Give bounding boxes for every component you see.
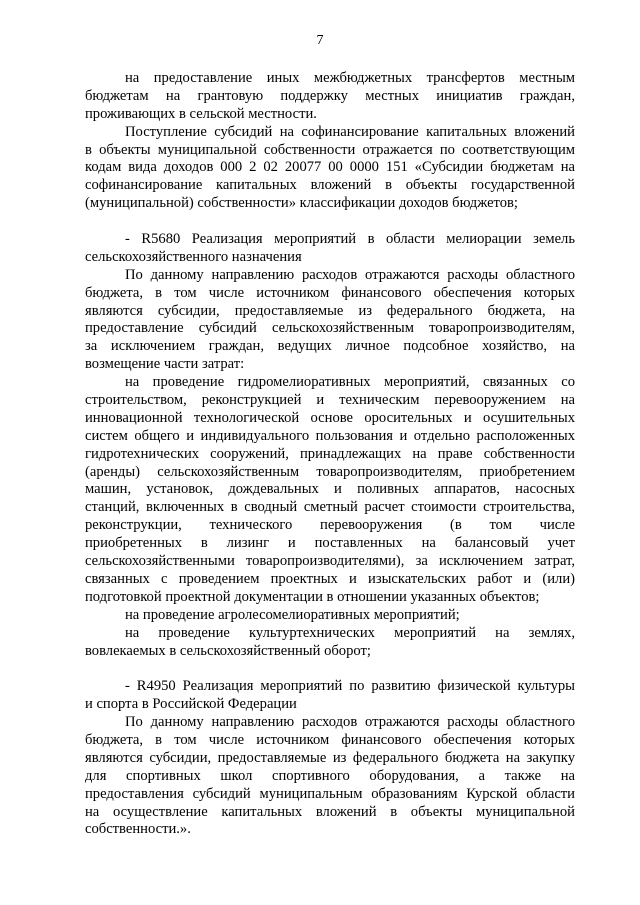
text-line: (муниципальной) собственности» классификации доходов бюджетов; — [85, 195, 518, 212]
text-line: (аренды) сельскохозяйственным товаропроизводителям, приобретением — [85, 463, 575, 480]
text-line: бюджетам на грантовую поддержку местных инициатив граждан, — [85, 87, 575, 104]
paragraph — [85, 374, 575, 607]
text-line: на осуществление капитальных вложений в объекты муниципальной — [85, 803, 575, 820]
text-line: вовлекаемых в сельскохозяйственный оборот; — [85, 642, 371, 659]
text-line: связанных с проведением проектных и изыскательских работ и (или) — [85, 570, 575, 587]
text-line: и спорта в Российской Федерации — [85, 696, 297, 713]
paragraph — [85, 70, 575, 124]
text-line: на проведение гидромелиоративных мероприятий, связанных со — [125, 374, 575, 391]
paragraph — [85, 714, 575, 839]
text-line: на проведение культуртехнических мероприятий на землях, — [125, 624, 575, 641]
page-number: 7 — [316, 33, 324, 48]
text-line: возмещение части затрат: — [85, 356, 245, 373]
paragraph-gap — [85, 660, 575, 678]
paragraph — [85, 678, 575, 714]
text-line: кодам вида доходов 000 2 02 20077 00 0000 151 «Субсидии бюджетам на — [85, 159, 575, 176]
text-line: сельскохозяйственного назначения — [85, 248, 302, 265]
text-line: за исключением граждан, ведущих личное подсобное хозяйство, на — [85, 338, 575, 355]
text-line: софинансирование капитальных вложений в объекты государственной — [85, 177, 575, 194]
text-line: строительством, реконструкцией и техническим перевооружением на — [85, 392, 575, 409]
text-line: По данному направлению расходов отражаются расходы областного — [125, 714, 575, 731]
text-line: в объекты муниципальной собственности отражается по соответствующим — [85, 141, 575, 158]
text-line: являются субсидии, предоставляемые из федерального бюджета, на — [85, 302, 575, 319]
text-line: - R5680 Реализация мероприятий в области мелиорации земель — [125, 231, 575, 248]
text-line: систем общего и индивидуального пользования и отдельно расположенных — [85, 427, 575, 444]
text-line: бюджета, в том числе источником финансового обеспечения которых — [85, 731, 575, 748]
paragraph — [85, 625, 575, 661]
text-line: станций, включенных в сводный сметный расчет стоимости строительства, — [85, 499, 575, 516]
text-line: реконструкции, технического перевооружения (в том числе — [85, 517, 575, 534]
text-line: на предоставление иных межбюджетных трансфертов местным — [125, 70, 575, 86]
paragraph-gap — [85, 213, 575, 231]
text-line: предоставление субсидий сельскохозяйственным товаропроизводителям, — [85, 320, 575, 337]
paragraph — [85, 607, 575, 625]
text-line: Поступление субсидий на софинансирование капитальных вложений — [125, 123, 575, 140]
text-line: для спортивных школ спортивного оборудования, а также на — [85, 767, 575, 784]
text-line: По данному направлению расходов отражаются расходы областного — [125, 266, 575, 283]
text-line: проживающих в сельской местности. — [85, 105, 317, 122]
text-line: машин, установок, дождевальных и поливных аппаратов, насосных — [85, 481, 575, 498]
text-line: приобретенных в лизинг и поставленных на балансовый учет — [85, 535, 575, 552]
text-line: подготовкой проектной документации в отношении указанных объектов; — [85, 588, 540, 605]
text-line: инновационной технологической основе оросительных и осушительных — [85, 409, 575, 426]
text-line: - R4950 Реализация мероприятий по развитию физической культуры — [125, 678, 575, 695]
text-line: являются субсидии, предоставляемые из федерального бюджета на закупку — [85, 749, 575, 766]
text-line: собственности.». — [85, 821, 191, 838]
text-line: бюджета, в том числе источником финансового обеспечения которых — [85, 284, 575, 301]
document-body — [85, 70, 575, 839]
paragraph — [85, 267, 575, 374]
text-line: гидротехнических сооружений, принадлежащих на праве собственности — [85, 445, 575, 462]
text-line: предоставления субсидий муниципальным образованиям Курской области — [85, 785, 575, 802]
paragraph — [85, 231, 575, 267]
paragraph — [85, 124, 575, 213]
text-line: сельскохозяйственными товаропроизводителями), за исключением затрат, — [85, 553, 575, 570]
text-line: на проведение агролесомелиоративных мероприятий; — [125, 606, 460, 623]
